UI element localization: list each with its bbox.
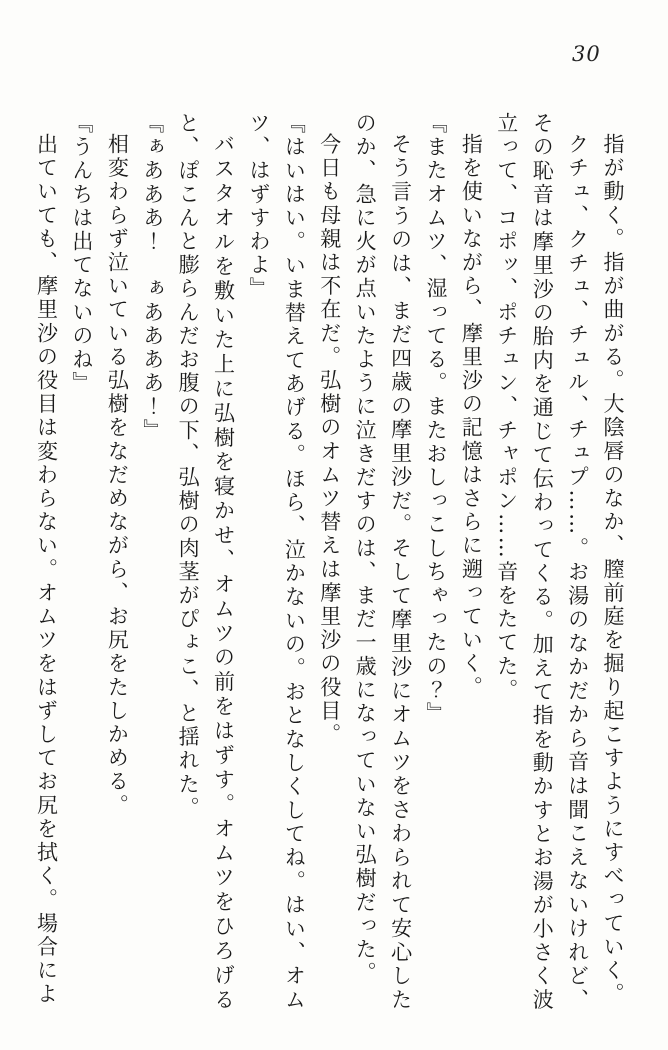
vertical-text-block [28,112,630,1012]
page-number: 30 [572,42,601,66]
paragraph: 指が動く。指が曲がる。大陰唇のなか、膣前庭を掘り起こすようにすべっていく。 [601,133,625,1007]
paragraph: 相変わらず泣いている弘樹をなだめながら、お尻をたしかめる。 [105,133,130,818]
paragraph: 出ていても、摩里沙の役目は変わらない。オムツをはずしてお尻を拭く。場合によ [34,133,59,1007]
paragraph-dialogue: 『はいはい。いま替えてあげる。ほら、泣かないの。おとなしくしてね。はい、オムツ、はずすわよ』 [246,112,307,1012]
paragraph: クチュ、クチュ、チュル、チュプ……。お湯のなかだから音は聞こえないけれど、その恥音は摩里沙の胎内を通じて伝わってくる。加えて指を動かすとお湯が小さく波立って、コポッ、ポチュン、チャポン……音をたてた。 [494,112,590,1012]
paragraph: 今日も母親は不在だ。弘樹のオムツ替えは摩里沙の役目。 [317,133,342,747]
paragraph-dialogue: 『またオムツ、湿ってる。またおしっこしちゃったの？』 [423,112,448,726]
paragraph-dialogue: 『ぁあああ！ ぁああああ！』 [140,112,165,443]
paragraph: 指を使いながら、摩里沙の記憶はさらに遡っていく。 [459,133,484,700]
paragraph: バスタオルを敷いた上に弘樹を寝かせ、オムツの前をはずす。オムツをひろげると、ぽこんと膨らんだお腹の下、弘樹の肉茎がぴょこ、と揺れた。 [176,112,236,1012]
paragraph: そう言うのは、まだ四歳の摩里沙だ。そして摩里沙にオムツをさわられて安心したのか、急に火が点いたように泣きだすのは、まだ一歳になっていない弘樹だった。 [353,112,413,1012]
paragraph-dialogue: 『うんちは出てないのね』 [69,112,94,396]
